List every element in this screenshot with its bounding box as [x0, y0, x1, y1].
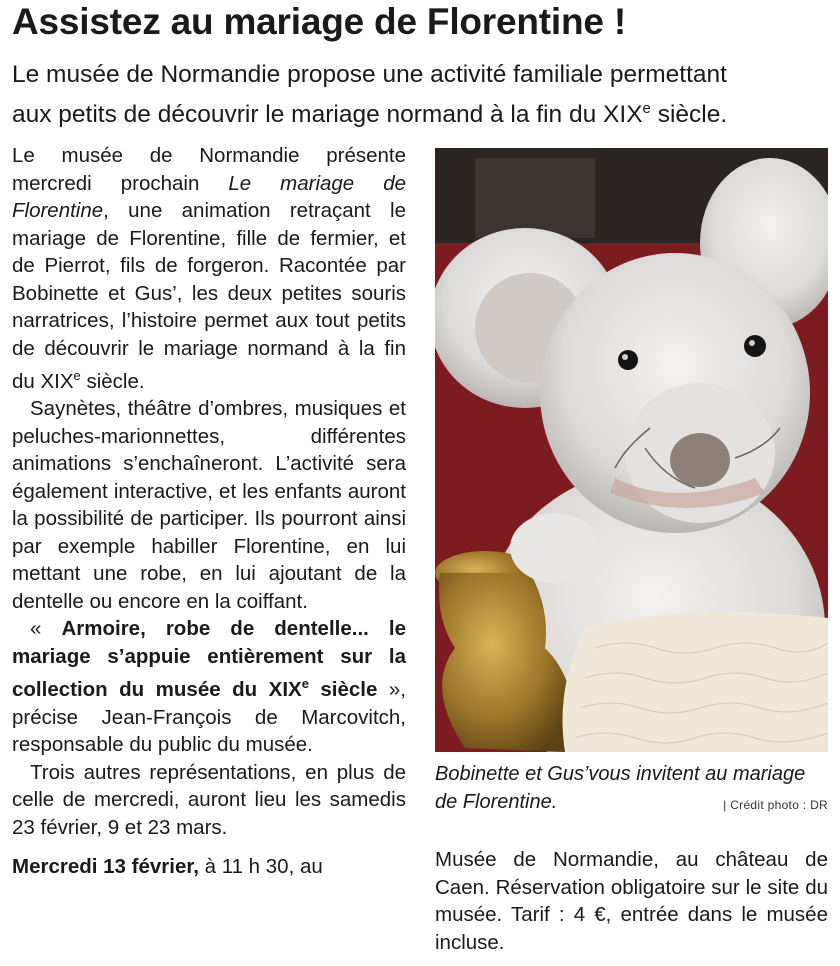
event-time: à 11 h 30, au [198, 855, 323, 879]
photo-credit: | Crédit photo : DR [723, 798, 828, 812]
quote-attribution: », précise Jean-François de Marcovitch, responsable du public du musée. [12, 678, 406, 757]
background-object [475, 158, 595, 238]
plush-paw [510, 513, 600, 583]
p1-text-a: Le musée de Normandie présente mercredi prochain [12, 144, 406, 195]
lead-superscript: e [642, 100, 651, 117]
paragraph-3-quote [12, 615, 406, 758]
quote-bold-text: Armoire, robe de dentelle... le mariage s’appuie entièrement sur la collection du musée du XIX [12, 617, 406, 702]
right-eye [744, 335, 766, 357]
event-date: Mercredi 13 février, [12, 855, 199, 879]
plush-mouse-illustration [435, 148, 828, 752]
article-photo [435, 148, 828, 752]
paragraph-5 [12, 853, 406, 881]
paragraph-2: Saynètes, théâtre d’ombres, musiques et peluches-marionnettes, différentes animations s’enchaîneront. L’activité sera également interactive, et les enfants auront la possibilité de participer. Ils pourront ainsi par exemple habiller Florentine, en lui mettant une robe, en lui ajoutant de la dentelle ou encore en la coiffant. [12, 397, 406, 613]
article-lead [12, 58, 832, 132]
article-body-left-column [12, 142, 406, 881]
plush-nose [670, 433, 730, 487]
article-body-right-column: Musée de Normandie, au château de Caen. Réservation obligatoire sur le site du musée. Tarif : 4 €, entrée dans le musée incluse. [435, 848, 828, 954]
lead-line-1: Le musée de Normandie propose une activité familiale permettant [12, 61, 727, 88]
p1-text-c: siècle. [80, 369, 145, 393]
lead-line-2: aux petits de découvrir le mariage normand à la fin du XIX [12, 101, 643, 129]
quote-bold-end: siècle [308, 678, 378, 702]
paragraph-4: Trois autres représentations, en plus de celle de mercredi, auront lieu les samedis 23 février, 9 et 23 mars. [12, 760, 406, 839]
left-eye [618, 350, 638, 370]
photo-caption: Bobinette et Gus’vous invitent au mariage de Florentine. [435, 763, 806, 813]
article-headline: Assistez au mariage de Florentine ! [12, 1, 626, 42]
show-title: Le mariage de Florentine [12, 171, 407, 222]
paragraph-1 [12, 142, 406, 395]
lead-line-2-end: siècle. [650, 101, 728, 129]
quote-superscript: e [301, 676, 309, 692]
p1-text-b: , une animation retraçant le mariage de Florentine, fille de fermier, et de Pierrot, fils de forgeron. Racontée par Bobinette et Gus’, les deux petites souris narratrices, l’histoire permet aux tout petits de découvrir le mariage normand à la fin du XIX [12, 199, 406, 393]
p1-superscript: e [73, 368, 81, 383]
quote-open: « [30, 617, 62, 641]
